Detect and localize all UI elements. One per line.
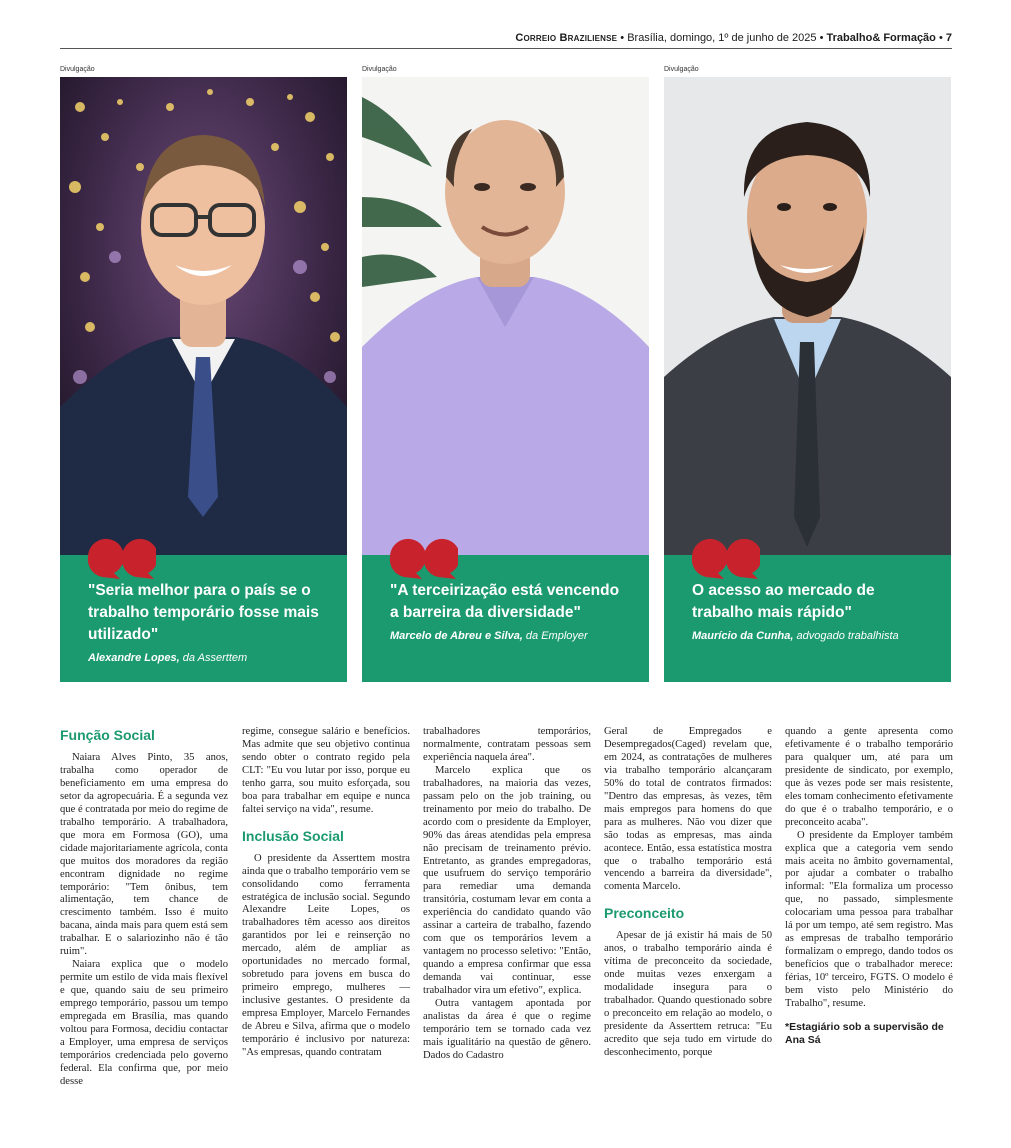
- quote-mark-icon: [386, 533, 458, 579]
- person-name: Maurício da Cunha,: [692, 630, 794, 642]
- photo-credit: Divulgação: [60, 66, 95, 73]
- pull-quote: "A terceirização está vencendo a barreira da diversidade": [390, 582, 620, 621]
- quote-mark-icon: [688, 533, 760, 579]
- article-column-3: [423, 726, 591, 1063]
- article-column-1: [60, 726, 228, 1089]
- subheading-preconceito: Preconceito: [604, 905, 685, 922]
- section-name: Trabalho& Formação: [826, 32, 936, 44]
- page-number: 7: [945, 32, 952, 44]
- header-separator: •: [935, 32, 946, 44]
- dateline: Brasília, domingo, 1º de junho de 2025: [627, 32, 817, 44]
- article-paragraph: regime, consegue salário e benefícios. Mas admite que seu objetivo continua sendo obter o contrato regido pela CLT: "Eu vou lutar por isso, porque eu tenho garra, sou muito esforçada, sou boa para trabalhar em equipe e nunca faltei serviço na vida", resume.: [242, 726, 410, 815]
- quote-attribution: [692, 630, 927, 642]
- quote-mark-icon: [84, 533, 156, 579]
- pull-quote: "Seria melhor para o país se o trabalho temporário fosse mais utilizado": [88, 582, 319, 643]
- header-separator: •: [816, 32, 827, 44]
- person-name: Alexandre Lopes,: [88, 652, 180, 664]
- person-role: advogado trabalhista: [793, 630, 899, 642]
- article-paragraph: Marcelo explica que os trabalhadores, na maioria das vezes, passam pelo on the job training, ou treinamento por meio do trabalho. De acordo com o presidente da Employer, 90% das áreas atendidas pela empresa não precisam de treinamento prévio. Entretanto, as grandes empregadoras, que usufruem do serviço temporário para remediar uma demanda transitória, costumam levar em conta a experiência do candidato quando vão assinar a carteira de trabalho, fazendo com que os temporários levem a vantagem no processo seletivo: "Então, quando a empresa confirmar que essa demanda vai continuar, esse trabalhador vira um efetivo", explica.: [423, 764, 591, 997]
- quote-box-mauricio: [664, 555, 951, 682]
- article-paragraph: Geral de Empregados e Desempregados(Caged) revelam que, em 2024, as contratações de mulheres via trabalho temporário alcançaram 50% do total de contratos firmados: "Dentro das empresas, às vezes, têm mais empregos para homens do que para as mulheres. Não vou dizer que são todas as empresas, mas ainda acontece. Então, essa estatística mostra que o trabalho temporário está vencendo a barreira da diversidade", comenta Marcelo.: [604, 726, 772, 893]
- page-header: [60, 30, 952, 49]
- person-role: da Employer: [522, 630, 588, 642]
- article-paragraph: O presidente da Employer também explica que a categoria vem sendo mais aceita no âmbito governamental, por ajudar a combater o trabalho informal: "Ela formaliza um processo que, no passado, simplesmente colocariam uma pessoa para trabalhar lá por um tempo, até sem registro. Mas as empresas de trabalho temporário formalizam o emprego, dando todos os benefícios que o trabalhador merece: férias, 10º terceiro, FGTS. O modelo é bem visto pelo Ministério do Trabalho", resume.: [785, 829, 953, 1010]
- photo-credit: Divulgação: [362, 66, 397, 73]
- quote-box-marcelo: [362, 555, 649, 682]
- article-paragraph: Apesar de já existir há mais de 50 anos, o trabalho temporário ainda é vítima de preconceito da sociedade, onde muitas vezes enxergam a modalidade insegura para o trabalhador. Quando questionado sobre o preconceito em relação ao modelo, o presidente da Asserttem retruca: "Eu acredito que seja tudo em virtude do desconhecimento, porque: [604, 930, 772, 1058]
- subheading-funcao-social: Função Social: [60, 727, 155, 743]
- pull-quote: O acesso ao mercado de trabalho mais rápido": [692, 582, 875, 621]
- article-paragraph: trabalhadores temporários, normalmente, contratam pessoas sem experiência naquela área".: [423, 726, 591, 763]
- article-column-2: [242, 726, 410, 1060]
- author-footnote: *Estagiário sob a supervisão de Ana Sá: [785, 1020, 944, 1046]
- publication-name: Correio Braziliense: [515, 32, 618, 44]
- person-role: da Asserttem: [179, 652, 248, 664]
- article-paragraph: Naiara Alves Pinto, 35 anos, trabalha como operador de beneficiamento em uma empresa do setor da agropecuária. É a segunda vez que é contratada por meio do regime de trabalho temporário. A trabalhadora, que mora em Formosa (GO), uma cidade majoritariamente agrícola, conta que muitos dos moradores da região encontram dignidade no regime temporário: "Tem ônibus, tem alimentação, tem chance de crescimento também. Isso é muito bacana, ainda mais para quem está sem trabalhar. E o salariozinho não é tão ruim".: [60, 752, 228, 958]
- article-paragraph: quando a gente apresenta como efetivamente é o trabalho temporário para qualquer um, até para um presidente de sindicato, por exemplo, que às vezes pode ser mais resistente, eles tomam conhecimento efetivamente do que é o trabalho temporário, e o preconceito acaba".: [785, 726, 953, 828]
- article-paragraph: Naiara explica que o modelo permite um estilo de vida mais flexível e que, quando saiu de seu primeiro emprego temporário, passou um tempo empregada em Brasília, mas quando voltou para Formosa, decidiu contactar a Employer, uma empresa de serviços temporários credenciada pelo governo federal. Ela confirma que, por meio desse: [60, 959, 228, 1087]
- portrait-photo-mauricio: [664, 77, 951, 555]
- subheading-inclusao-social: Inclusão Social: [242, 827, 344, 844]
- header-separator: •: [617, 32, 628, 44]
- person-name: Marcelo de Abreu e Silva,: [390, 630, 523, 642]
- article-column-5: [785, 726, 953, 1047]
- article-paragraph: Outra vantagem apontada por analistas da área é que o regime temporário tem se tornado cada vez mais igualitário na questão de gênero. Dados do Cadastro: [423, 998, 591, 1061]
- quote-attribution: [390, 630, 625, 642]
- portrait-photo-marcelo: [362, 77, 649, 555]
- article-paragraph: O presidente da Asserttem mostra ainda que o trabalho temporário vem se consolidando como ferramenta estratégica de inclusão social. Segundo Alexandre Leite Lopes, os trabalhadores têm acesso aos direitos garantidos por lei e reinserção no mercado, além de ampliar as oportunidades no mercado formal, sobretudo para jovens em busca do primeiro emprego, mulheres — inclusive gestantes. O presidente da empresa Employer, Marcelo Fernandes de Abreu e Silva, afirma que o modelo temporário é inclusivo por natureza: "As empresas, quando contratam: [242, 852, 410, 1058]
- quote-box-alexandre: [60, 555, 347, 682]
- photo-credit: Divulgação: [664, 66, 699, 73]
- portrait-photo-alexandre: [60, 77, 347, 555]
- article-column-4: [604, 726, 772, 1060]
- quote-attribution: [88, 652, 323, 664]
